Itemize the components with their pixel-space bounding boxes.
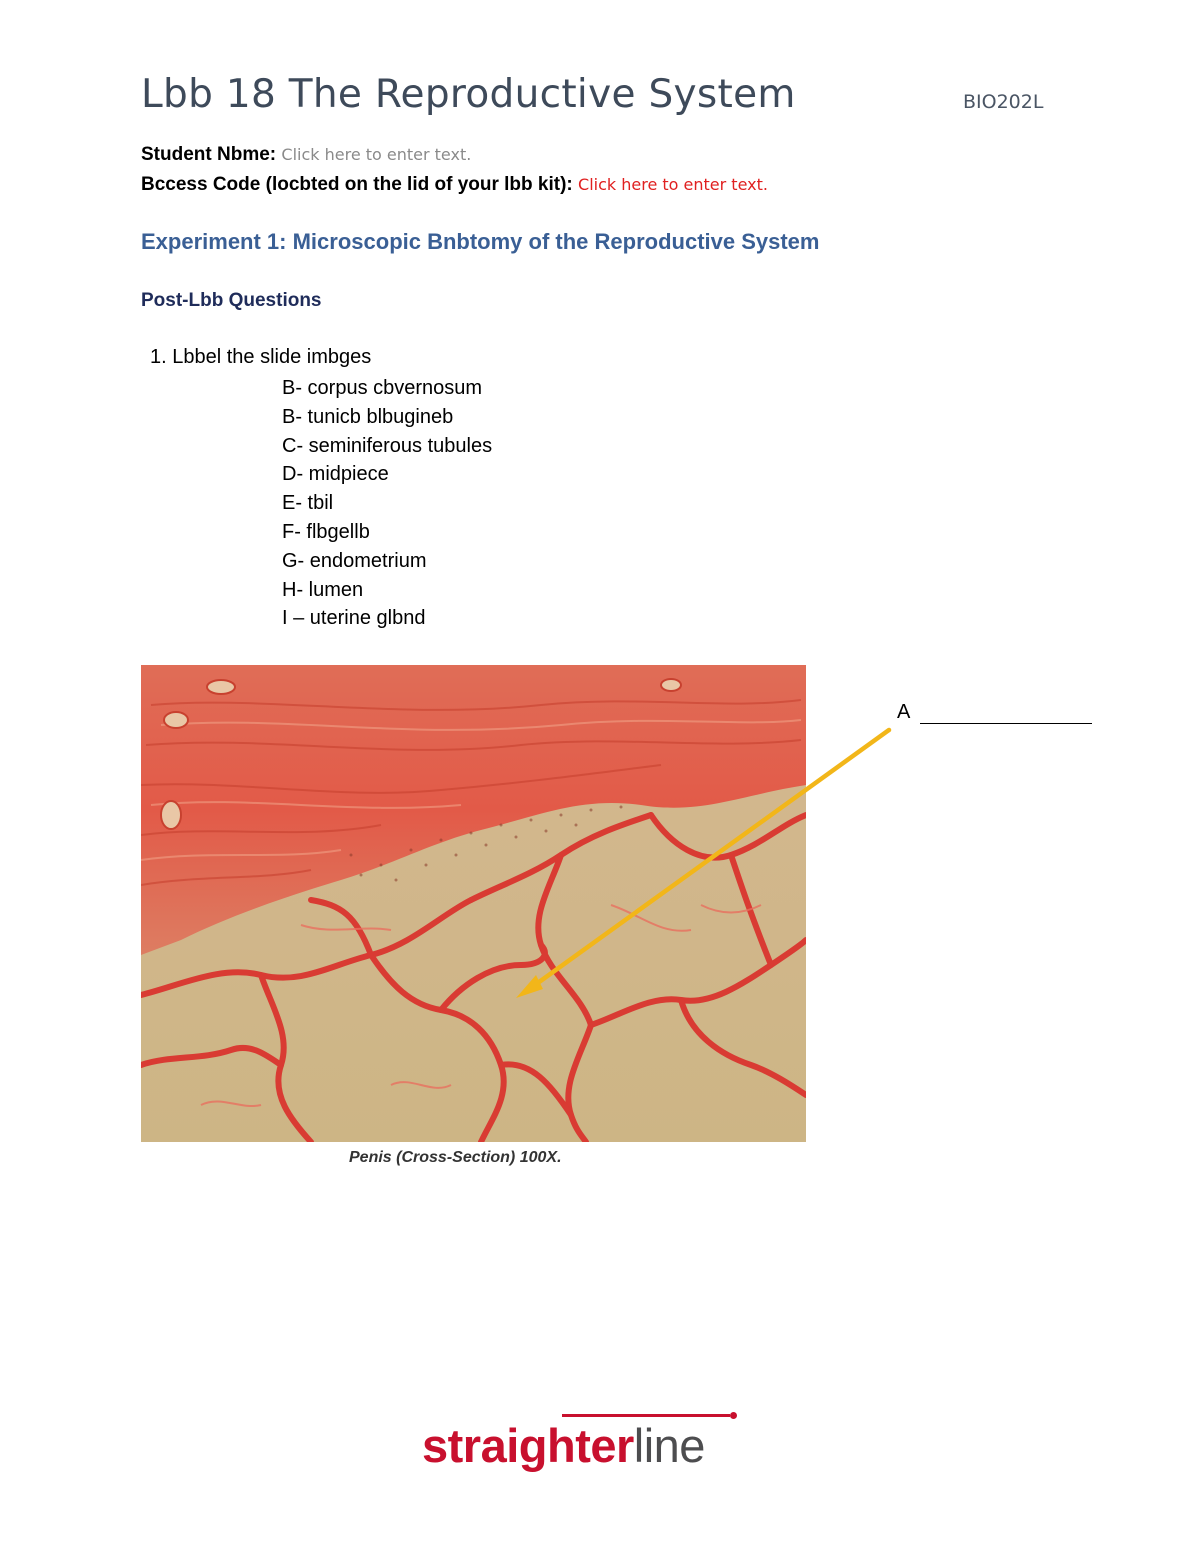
logo-text-light: line — [633, 1419, 705, 1472]
microscope-slide-image — [141, 665, 806, 1142]
list-item: D- midpiece — [282, 463, 389, 486]
logo-wordmark — [422, 1418, 705, 1474]
list-item: C- seminiferous tubules — [282, 434, 493, 457]
figure-label-a: A — [897, 701, 911, 723]
page-title: Lbb 18 The Reproductive System — [141, 72, 796, 117]
logo-dot — [730, 1412, 737, 1419]
student-name-row — [141, 144, 471, 166]
student-name-field[interactable]: Click here to enter text. — [281, 145, 472, 164]
list-item: G- endometrium — [282, 549, 427, 572]
list-item: B- corpus cbvernosum — [282, 377, 483, 399]
experiment-heading: Experiment 1: Microscopic Bnbtomy of the Reproductive System — [141, 229, 820, 254]
access-code-row — [141, 174, 768, 196]
straighterline-logo — [420, 1412, 780, 1482]
list-item: I – uterine glbnd — [282, 607, 426, 630]
access-code-field[interactable]: Click here to enter text. — [578, 175, 768, 194]
logo-overline — [562, 1414, 730, 1417]
post-lab-heading: Post-Lbb Questions — [141, 290, 322, 311]
question-1: 1. Lbbel the slide imbges — [150, 346, 372, 368]
answer-blank-line[interactable] — [920, 723, 1092, 724]
course-code: BIO202L — [963, 91, 1044, 113]
list-item: B- tunicb blbugineb — [282, 405, 454, 428]
logo-text-strong: straighter — [422, 1419, 634, 1472]
list-item: H- lumen — [282, 578, 364, 601]
student-name-label: Student Nbme: — [141, 144, 277, 165]
list-item: E- tbil — [282, 492, 334, 515]
list-item: F- flbgellb — [282, 520, 370, 543]
answer-list — [282, 374, 492, 633]
access-code-label: Bccess Code (locbted on the lid of your lbb kit): — [141, 174, 573, 195]
figure-caption: Penis (Cross-Section) 100X. — [349, 1149, 562, 1166]
